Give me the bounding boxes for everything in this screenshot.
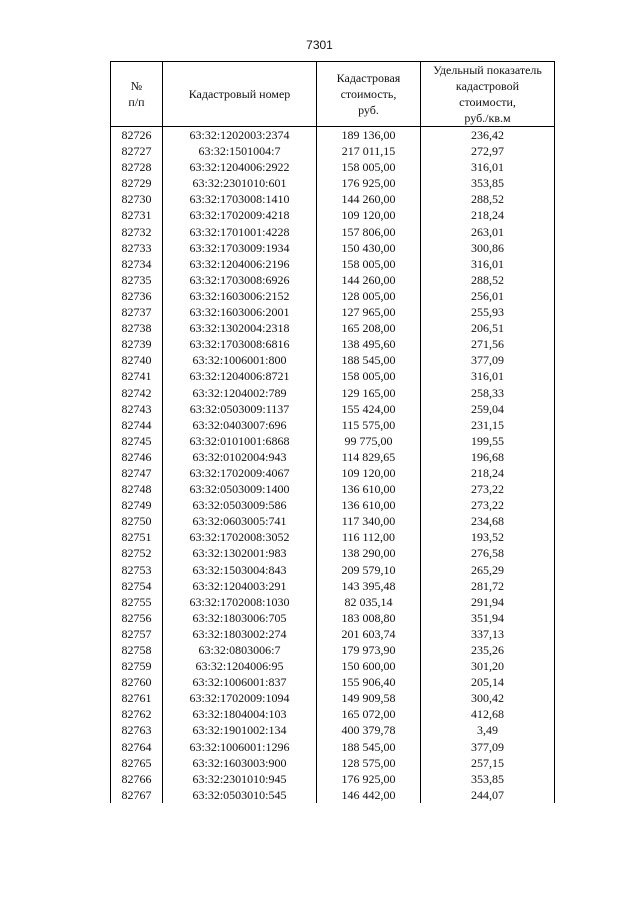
cadastral-number-cell: 63:32:2301010:945 bbox=[163, 771, 317, 787]
specific-value-cell: 234,68 bbox=[421, 513, 555, 529]
cadastral-number-cell: 63:32:1804004:103 bbox=[163, 706, 317, 722]
specific-value-cell: 206,51 bbox=[421, 320, 555, 336]
row-number-cell: 82763 bbox=[111, 722, 163, 738]
row-number-cell: 82765 bbox=[111, 755, 163, 771]
row-number-cell: 82726 bbox=[111, 127, 163, 144]
row-number-cell: 82758 bbox=[111, 642, 163, 658]
table-row bbox=[111, 256, 555, 272]
cadastral-value-cell: 114 829,65 bbox=[317, 449, 421, 465]
table-row bbox=[111, 433, 555, 449]
cadastral-number-cell: 63:32:1204006:95 bbox=[163, 658, 317, 674]
cadastral-value-cell: 150 600,00 bbox=[317, 658, 421, 674]
cadastral-value-cell: 138 495,60 bbox=[317, 336, 421, 352]
specific-value-cell: 377,09 bbox=[421, 352, 555, 368]
cadastral-value-cell: 115 575,00 bbox=[317, 417, 421, 433]
cadastral-number-cell: 63:32:0101001:6868 bbox=[163, 433, 317, 449]
specific-value-cell: 244,07 bbox=[421, 787, 555, 803]
cadastral-number-cell: 63:32:1703008:6816 bbox=[163, 336, 317, 352]
cadastral-value-cell: 155 424,00 bbox=[317, 401, 421, 417]
cadastral-value-cell: 201 603,74 bbox=[317, 626, 421, 642]
table-row bbox=[111, 562, 555, 578]
specific-value-cell: 271,56 bbox=[421, 336, 555, 352]
table-row bbox=[111, 385, 555, 401]
cadastral-number-cell: 63:32:1006001:837 bbox=[163, 674, 317, 690]
cadastral-value-cell: 127 965,00 bbox=[317, 304, 421, 320]
row-number-cell: 82750 bbox=[111, 513, 163, 529]
table-row bbox=[111, 175, 555, 191]
specific-value-cell: 258,33 bbox=[421, 385, 555, 401]
specific-value-cell: 316,01 bbox=[421, 368, 555, 384]
row-number-cell: 82731 bbox=[111, 207, 163, 223]
cadastral-value-cell: 209 579,10 bbox=[317, 562, 421, 578]
cadastral-number-cell: 63:32:1501004:7 bbox=[163, 143, 317, 159]
cadastral-value-cell: 128 575,00 bbox=[317, 755, 421, 771]
specific-value-cell: 218,24 bbox=[421, 465, 555, 481]
cadastral-value-cell: 143 395,48 bbox=[317, 578, 421, 594]
table-row bbox=[111, 159, 555, 175]
specific-value-cell: 316,01 bbox=[421, 159, 555, 175]
table-row bbox=[111, 610, 555, 626]
cadastral-number-cell: 63:32:0603005:741 bbox=[163, 513, 317, 529]
cadastral-number-cell: 63:32:1702009:4067 bbox=[163, 465, 317, 481]
cadastral-value-cell: 165 208,00 bbox=[317, 320, 421, 336]
cadastral-value-cell: 157 806,00 bbox=[317, 224, 421, 240]
cadastral-value-cell: 136 610,00 bbox=[317, 497, 421, 513]
row-number-cell: 82761 bbox=[111, 690, 163, 706]
row-number-cell: 82762 bbox=[111, 706, 163, 722]
cadastral-value-cell: 189 136,00 bbox=[317, 127, 421, 144]
cadastral-number-cell: 63:32:1702009:1094 bbox=[163, 690, 317, 706]
table-row bbox=[111, 240, 555, 256]
specific-value-cell: 300,86 bbox=[421, 240, 555, 256]
specific-value-cell: 288,52 bbox=[421, 272, 555, 288]
table-row bbox=[111, 755, 555, 771]
cadastral-number-cell: 63:32:1204006:2196 bbox=[163, 256, 317, 272]
table-row bbox=[111, 224, 555, 240]
table-row bbox=[111, 658, 555, 674]
table-row bbox=[111, 320, 555, 336]
cadastral-value-cell: 116 112,00 bbox=[317, 529, 421, 545]
table-row bbox=[111, 706, 555, 722]
cadastral-value-cell: 150 430,00 bbox=[317, 240, 421, 256]
cadastral-number-cell: 63:32:1302001:983 bbox=[163, 545, 317, 561]
table-row bbox=[111, 336, 555, 352]
specific-value-cell: 353,85 bbox=[421, 771, 555, 787]
table-row bbox=[111, 545, 555, 561]
cadastral-value-cell: 136 610,00 bbox=[317, 481, 421, 497]
cadastral-number-cell: 63:32:1204003:291 bbox=[163, 578, 317, 594]
cadastral-number-cell: 63:32:1204002:789 bbox=[163, 385, 317, 401]
header-cadastral-number: Кадастровый номер bbox=[163, 62, 317, 127]
cadastral-number-cell: 63:32:0803006:7 bbox=[163, 642, 317, 658]
row-number-cell: 82727 bbox=[111, 143, 163, 159]
cadastral-number-cell: 63:32:0503010:545 bbox=[163, 787, 317, 803]
cadastral-number-cell: 63:32:1702008:1030 bbox=[163, 594, 317, 610]
cadastral-number-cell: 63:32:1603006:2001 bbox=[163, 304, 317, 320]
table-header-row bbox=[111, 62, 555, 127]
row-number-cell: 82730 bbox=[111, 191, 163, 207]
table-row bbox=[111, 417, 555, 433]
table-row bbox=[111, 787, 555, 803]
specific-value-cell: 337,13 bbox=[421, 626, 555, 642]
table-row bbox=[111, 529, 555, 545]
table-row bbox=[111, 722, 555, 738]
cadastral-value-cell: 144 260,00 bbox=[317, 272, 421, 288]
cadastral-number-cell: 63:32:1302004:2318 bbox=[163, 320, 317, 336]
specific-value-cell: 353,85 bbox=[421, 175, 555, 191]
table-row bbox=[111, 191, 555, 207]
cadastral-number-cell: 63:32:1603003:900 bbox=[163, 755, 317, 771]
cadastral-number-cell: 63:32:1702008:3052 bbox=[163, 529, 317, 545]
cadastral-number-cell: 63:32:1901002:134 bbox=[163, 722, 317, 738]
table-row bbox=[111, 594, 555, 610]
specific-value-cell: 263,01 bbox=[421, 224, 555, 240]
row-number-cell: 82766 bbox=[111, 771, 163, 787]
cadastral-value-cell: 99 775,00 bbox=[317, 433, 421, 449]
cadastral-number-cell: 63:32:1204006:8721 bbox=[163, 368, 317, 384]
row-number-cell: 82736 bbox=[111, 288, 163, 304]
cadastral-number-cell: 63:32:1703008:1410 bbox=[163, 191, 317, 207]
row-number-cell: 82754 bbox=[111, 578, 163, 594]
row-number-cell: 82746 bbox=[111, 449, 163, 465]
cadastral-number-cell: 63:32:1006001:1296 bbox=[163, 739, 317, 755]
specific-value-cell: 281,72 bbox=[421, 578, 555, 594]
row-number-cell: 82752 bbox=[111, 545, 163, 561]
row-number-cell: 82764 bbox=[111, 739, 163, 755]
cadastral-value-cell: 176 925,00 bbox=[317, 771, 421, 787]
cadastral-value-cell: 179 973,90 bbox=[317, 642, 421, 658]
specific-value-cell: 236,42 bbox=[421, 127, 555, 144]
cadastral-number-cell: 63:32:0403007:696 bbox=[163, 417, 317, 433]
cadastral-number-cell: 63:32:1703008:6926 bbox=[163, 272, 317, 288]
cadastral-number-cell: 63:32:0503009:586 bbox=[163, 497, 317, 513]
cadastral-number-cell: 63:32:1701001:4228 bbox=[163, 224, 317, 240]
header-num: № п/п bbox=[111, 62, 163, 127]
cadastral-number-cell: 63:32:1202003:2374 bbox=[163, 127, 317, 144]
specific-value-cell: 255,93 bbox=[421, 304, 555, 320]
row-number-cell: 82756 bbox=[111, 610, 163, 626]
specific-value-cell: 291,94 bbox=[421, 594, 555, 610]
row-number-cell: 82741 bbox=[111, 368, 163, 384]
specific-value-cell: 235,26 bbox=[421, 642, 555, 658]
specific-value-cell: 300,42 bbox=[421, 690, 555, 706]
specific-value-cell: 276,58 bbox=[421, 545, 555, 561]
header-specific-value: Удельный показатель кадастровой стоимости, руб./кв.м bbox=[421, 62, 555, 127]
row-number-cell: 82744 bbox=[111, 417, 163, 433]
specific-value-cell: 259,04 bbox=[421, 401, 555, 417]
row-number-cell: 82745 bbox=[111, 433, 163, 449]
cadastral-value-cell: 117 340,00 bbox=[317, 513, 421, 529]
row-number-cell: 82767 bbox=[111, 787, 163, 803]
table-row bbox=[111, 272, 555, 288]
row-number-cell: 82760 bbox=[111, 674, 163, 690]
specific-value-cell: 199,55 bbox=[421, 433, 555, 449]
specific-value-cell: 377,09 bbox=[421, 739, 555, 755]
table-row bbox=[111, 674, 555, 690]
cadastral-value-cell: 158 005,00 bbox=[317, 368, 421, 384]
row-number-cell: 82737 bbox=[111, 304, 163, 320]
row-number-cell: 82755 bbox=[111, 594, 163, 610]
cadastral-value-cell: 176 925,00 bbox=[317, 175, 421, 191]
cadastral-value-cell: 400 379,78 bbox=[317, 722, 421, 738]
table-row bbox=[111, 368, 555, 384]
cadastral-value-cell: 138 290,00 bbox=[317, 545, 421, 561]
specific-value-cell: 412,68 bbox=[421, 706, 555, 722]
cadastral-value-cell: 149 909,58 bbox=[317, 690, 421, 706]
cadastral-value-cell: 155 906,40 bbox=[317, 674, 421, 690]
cadastral-value-cell: 158 005,00 bbox=[317, 159, 421, 175]
cadastral-value-cell: 183 008,80 bbox=[317, 610, 421, 626]
table-row bbox=[111, 497, 555, 513]
table-row bbox=[111, 401, 555, 417]
cadastral-value-cell: 165 072,00 bbox=[317, 706, 421, 722]
row-number-cell: 82728 bbox=[111, 159, 163, 175]
cadastral-number-cell: 63:32:1503004:843 bbox=[163, 562, 317, 578]
cadastral-number-cell: 63:32:1803002:274 bbox=[163, 626, 317, 642]
cadastral-value-cell: 188 545,00 bbox=[317, 352, 421, 368]
row-number-cell: 82732 bbox=[111, 224, 163, 240]
cadastral-value-cell: 129 165,00 bbox=[317, 385, 421, 401]
table-row bbox=[111, 481, 555, 497]
header-cadastral-value: Кадастровая стоимость, руб. bbox=[317, 62, 421, 127]
cadastral-number-cell: 63:32:1703009:1934 bbox=[163, 240, 317, 256]
row-number-cell: 82733 bbox=[111, 240, 163, 256]
row-number-cell: 82735 bbox=[111, 272, 163, 288]
specific-value-cell: 351,94 bbox=[421, 610, 555, 626]
specific-value-cell: 273,22 bbox=[421, 497, 555, 513]
table-row bbox=[111, 304, 555, 320]
table-row bbox=[111, 513, 555, 529]
table-row bbox=[111, 626, 555, 642]
specific-value-cell: 288,52 bbox=[421, 191, 555, 207]
row-number-cell: 82751 bbox=[111, 529, 163, 545]
cadastral-value-cell: 109 120,00 bbox=[317, 465, 421, 481]
specific-value-cell: 272,97 bbox=[421, 143, 555, 159]
specific-value-cell: 301,20 bbox=[421, 658, 555, 674]
cadastral-number-cell: 63:32:0503009:1400 bbox=[163, 481, 317, 497]
specific-value-cell: 316,01 bbox=[421, 256, 555, 272]
table-row bbox=[111, 207, 555, 223]
specific-value-cell: 196,68 bbox=[421, 449, 555, 465]
row-number-cell: 82747 bbox=[111, 465, 163, 481]
table-row bbox=[111, 127, 555, 144]
table-row bbox=[111, 288, 555, 304]
specific-value-cell: 231,15 bbox=[421, 417, 555, 433]
table-row bbox=[111, 465, 555, 481]
row-number-cell: 82759 bbox=[111, 658, 163, 674]
cadastral-number-cell: 63:32:1803006:705 bbox=[163, 610, 317, 626]
specific-value-cell: 193,52 bbox=[421, 529, 555, 545]
row-number-cell: 82753 bbox=[111, 562, 163, 578]
table-row bbox=[111, 449, 555, 465]
row-number-cell: 82739 bbox=[111, 336, 163, 352]
cadastral-number-cell: 63:32:1204006:2922 bbox=[163, 159, 317, 175]
row-number-cell: 82729 bbox=[111, 175, 163, 191]
row-number-cell: 82749 bbox=[111, 497, 163, 513]
cadastral-number-cell: 63:32:1603006:2152 bbox=[163, 288, 317, 304]
page-number: 7301 bbox=[306, 38, 333, 52]
row-number-cell: 82738 bbox=[111, 320, 163, 336]
row-number-cell: 82742 bbox=[111, 385, 163, 401]
cadastral-number-cell: 63:32:0102004:943 bbox=[163, 449, 317, 465]
specific-value-cell: 257,15 bbox=[421, 755, 555, 771]
cadastral-number-cell: 63:32:1702009:4218 bbox=[163, 207, 317, 223]
cadastral-value-cell: 146 442,00 bbox=[317, 787, 421, 803]
row-number-cell: 82748 bbox=[111, 481, 163, 497]
cadastral-value-table bbox=[110, 61, 555, 803]
cadastral-value-cell: 109 120,00 bbox=[317, 207, 421, 223]
specific-value-cell: 218,24 bbox=[421, 207, 555, 223]
cadastral-number-cell: 63:32:2301010:601 bbox=[163, 175, 317, 191]
table-row bbox=[111, 642, 555, 658]
table-row bbox=[111, 578, 555, 594]
cadastral-number-cell: 63:32:0503009:1137 bbox=[163, 401, 317, 417]
row-number-cell: 82740 bbox=[111, 352, 163, 368]
row-number-cell: 82743 bbox=[111, 401, 163, 417]
table-row bbox=[111, 771, 555, 787]
specific-value-cell: 3,49 bbox=[421, 722, 555, 738]
table-row bbox=[111, 739, 555, 755]
specific-value-cell: 265,29 bbox=[421, 562, 555, 578]
specific-value-cell: 256,01 bbox=[421, 288, 555, 304]
specific-value-cell: 273,22 bbox=[421, 481, 555, 497]
cadastral-value-cell: 144 260,00 bbox=[317, 191, 421, 207]
row-number-cell: 82757 bbox=[111, 626, 163, 642]
cadastral-value-cell: 82 035,14 bbox=[317, 594, 421, 610]
cadastral-value-cell: 217 011,15 bbox=[317, 143, 421, 159]
specific-value-cell: 205,14 bbox=[421, 674, 555, 690]
cadastral-value-cell: 188 545,00 bbox=[317, 739, 421, 755]
cadastral-number-cell: 63:32:1006001:800 bbox=[163, 352, 317, 368]
table-row bbox=[111, 352, 555, 368]
cadastral-value-cell: 128 005,00 bbox=[317, 288, 421, 304]
table-row bbox=[111, 690, 555, 706]
cadastral-value-cell: 158 005,00 bbox=[317, 256, 421, 272]
table-row bbox=[111, 143, 555, 159]
row-number-cell: 82734 bbox=[111, 256, 163, 272]
